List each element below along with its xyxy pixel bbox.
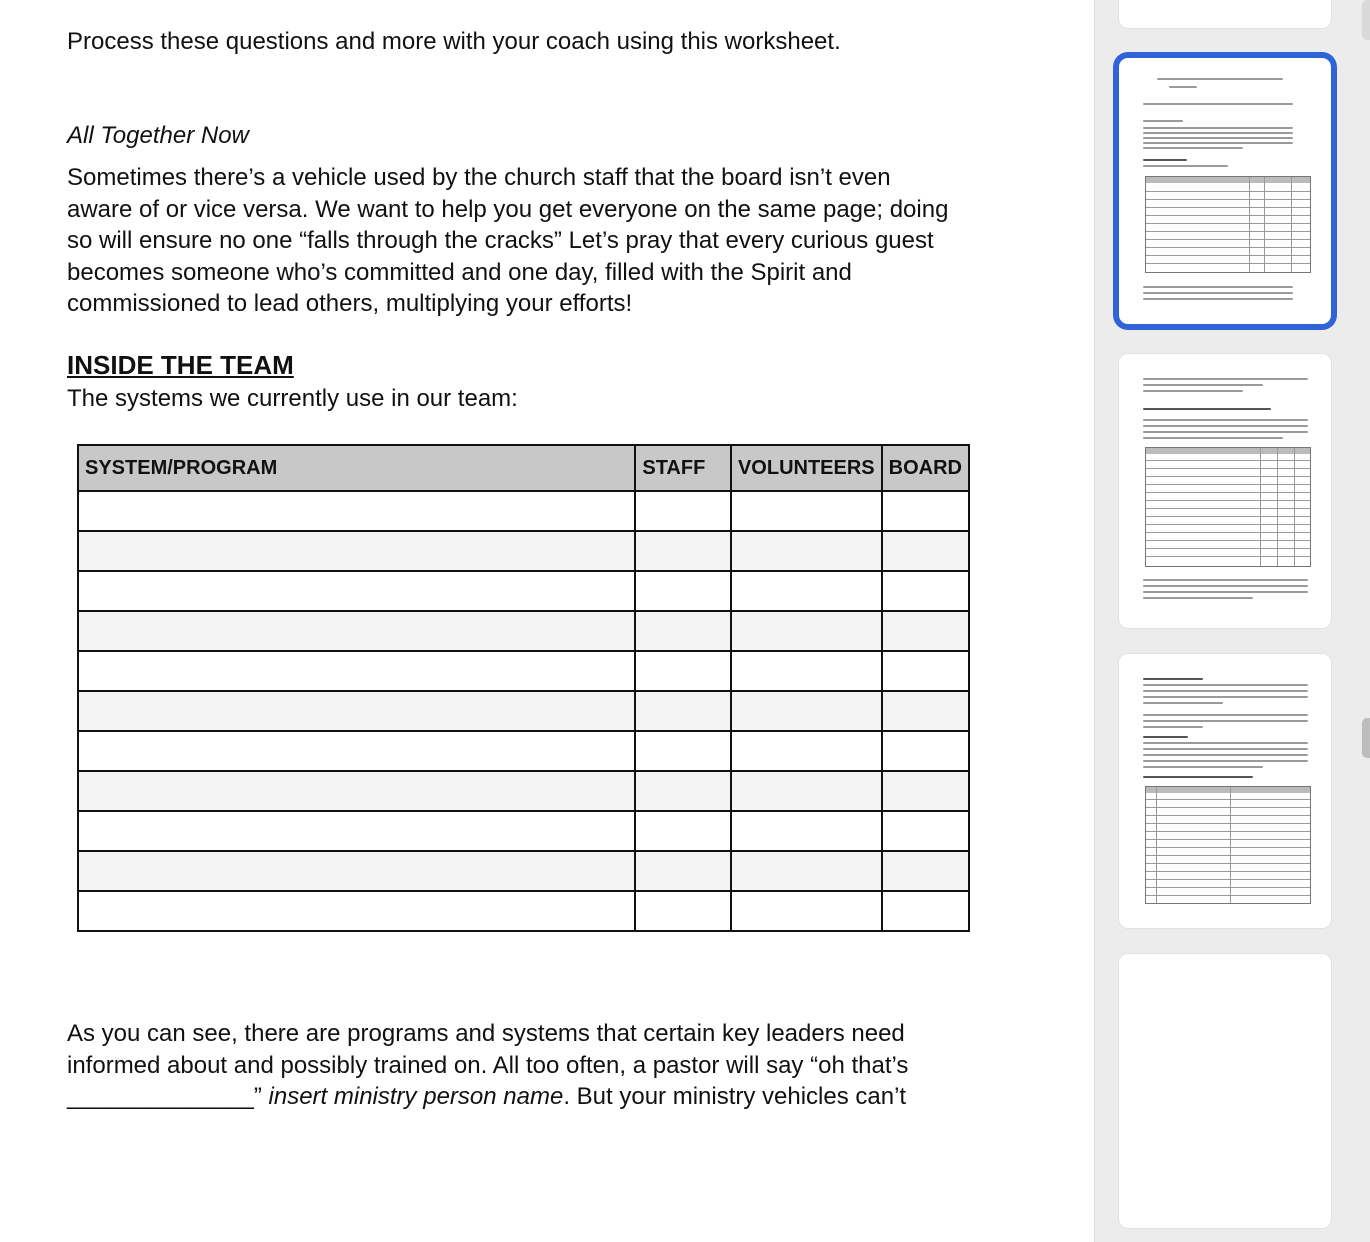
table-cell[interactable] xyxy=(882,731,969,771)
page-thumbnail-previous[interactable] xyxy=(1119,0,1331,28)
thumb-table-row xyxy=(1146,807,1310,808)
thumb-table-row xyxy=(1146,484,1310,485)
thumb-text-line xyxy=(1143,742,1308,744)
thumb-table-row xyxy=(1146,247,1310,248)
thumb-text-line xyxy=(1143,690,1308,692)
thumb-table-row xyxy=(1146,863,1310,864)
table-row xyxy=(78,771,969,811)
thumb-text-line xyxy=(1143,127,1293,129)
thumb-table-row xyxy=(1146,855,1310,856)
thumb-table-row xyxy=(1146,548,1310,549)
closing-paragraph xyxy=(67,1018,967,1113)
thumb-table-row xyxy=(1146,239,1310,240)
thumb-text-line xyxy=(1143,754,1308,756)
thumb-table xyxy=(1145,447,1311,567)
thumb-table-row xyxy=(1146,556,1310,557)
thumb-table-header xyxy=(1146,177,1310,183)
thumb-table xyxy=(1145,176,1311,273)
thumb-table-row xyxy=(1146,871,1310,872)
thumb-table-row xyxy=(1146,879,1310,880)
thumb-heading-line xyxy=(1143,159,1187,161)
closing-text-1: As you can see, there are programs and systems that certain key leaders need informed about and possibly trained on. All too often, a pastor will say “oh that’s ______________” xyxy=(67,1020,909,1110)
table-header-row xyxy=(78,445,969,491)
table-cell[interactable] xyxy=(635,491,731,531)
thumb-table-row xyxy=(1146,508,1310,509)
thumb-table-row xyxy=(1146,524,1310,525)
section-heading: INSIDE THE TEAM xyxy=(67,350,294,380)
table-cell[interactable] xyxy=(882,891,969,931)
thumb-heading-line xyxy=(1143,408,1271,410)
table-cell[interactable] xyxy=(882,851,969,891)
thumb-table-row xyxy=(1146,823,1310,824)
thumb-text-line xyxy=(1143,702,1223,704)
table-cell[interactable] xyxy=(882,611,969,651)
table-cell[interactable] xyxy=(78,811,635,851)
thumb-table-header xyxy=(1146,787,1310,793)
table-cell[interactable] xyxy=(78,491,635,531)
column-header-board: BOARD xyxy=(882,445,969,491)
table-cell[interactable] xyxy=(78,531,635,571)
table-cell[interactable] xyxy=(731,571,882,611)
thumb-table-row xyxy=(1146,516,1310,517)
table-cell[interactable] xyxy=(731,771,882,811)
thumb-text-line xyxy=(1143,292,1293,294)
body-paragraph: Sometimes there’s a vehicle used by the church staff that the board isn’t even aware of or vice versa. We want to help you get everyone on the same page; doing so will ensure no one “falls through the cracks” Let’s pray that every curious guest becomes someone who’s committed and one day, filled with the Spirit and commissioned to lead others, multiplying your efforts! xyxy=(67,164,949,317)
thumb-table-row xyxy=(1146,492,1310,493)
thumb-text-line xyxy=(1143,748,1308,750)
thumb-text-line xyxy=(1143,431,1308,433)
table-row xyxy=(78,691,969,731)
table-cell[interactable] xyxy=(635,771,731,811)
thumb-text-line xyxy=(1143,597,1253,599)
page-thumbnail-last[interactable] xyxy=(1119,954,1331,1228)
table-row xyxy=(78,651,969,691)
thumb-text-line xyxy=(1143,120,1183,122)
thumb-table-row xyxy=(1146,207,1310,208)
table-cell[interactable] xyxy=(78,891,635,931)
thumb-table-row xyxy=(1146,191,1310,192)
thumb-text-line xyxy=(1143,384,1263,386)
thumb-table-row xyxy=(1146,815,1310,816)
table-cell[interactable] xyxy=(78,571,635,611)
thumb-text-line xyxy=(1143,142,1293,144)
table-cell[interactable] xyxy=(78,651,635,691)
table-cell[interactable] xyxy=(731,651,882,691)
table-cell[interactable] xyxy=(731,691,882,731)
thumb-text-line xyxy=(1143,298,1293,300)
intro-text: Process these questions and more with your coach using this worksheet. xyxy=(67,28,841,55)
systems-table xyxy=(77,444,970,932)
thumb-text-line xyxy=(1143,390,1243,392)
thumb-text-line xyxy=(1143,419,1308,421)
table-cell[interactable] xyxy=(635,691,731,731)
table-cell[interactable] xyxy=(882,491,969,531)
table-cell[interactable] xyxy=(882,531,969,571)
thumb-text-line xyxy=(1143,766,1263,768)
page-thumbnail-following[interactable] xyxy=(1119,654,1331,928)
thumb-heading-line xyxy=(1143,678,1203,680)
thumb-table-col xyxy=(1230,787,1231,903)
table-row xyxy=(78,571,969,611)
thumb-text-line xyxy=(1143,684,1308,686)
table-cell[interactable] xyxy=(635,811,731,851)
table-row xyxy=(78,731,969,771)
thumb-table-row xyxy=(1146,540,1310,541)
thumb-text-line xyxy=(1143,726,1203,728)
table-cell[interactable] xyxy=(882,651,969,691)
thumb-table-row xyxy=(1146,263,1310,264)
thumb-table-row xyxy=(1146,460,1310,461)
table-cell[interactable] xyxy=(882,811,969,851)
table-cell[interactable] xyxy=(635,731,731,771)
table-cell[interactable] xyxy=(78,611,635,651)
table-row xyxy=(78,491,969,531)
table-cell[interactable] xyxy=(78,691,635,731)
thumb-text-line xyxy=(1143,425,1308,427)
table-row xyxy=(78,611,969,651)
table-cell[interactable] xyxy=(731,891,882,931)
table-cell[interactable] xyxy=(78,731,635,771)
thumb-table-row xyxy=(1146,831,1310,832)
table-cell[interactable] xyxy=(731,851,882,891)
thumb-text-line xyxy=(1169,86,1197,88)
thumb-table-row xyxy=(1146,215,1310,216)
thumb-text-line xyxy=(1143,137,1293,139)
thumb-table-header xyxy=(1146,448,1310,454)
table-cell[interactable] xyxy=(78,851,635,891)
table-row xyxy=(78,851,969,891)
table-row xyxy=(78,811,969,851)
table-cell[interactable] xyxy=(731,531,882,571)
table-cell[interactable] xyxy=(731,731,882,771)
thumb-table-row xyxy=(1146,500,1310,501)
closing-italic-text: insert ministry person name xyxy=(268,1083,564,1110)
page-thumbnail-sidebar[interactable] xyxy=(1094,0,1370,1242)
table-cell[interactable] xyxy=(78,771,635,811)
thumb-text-line xyxy=(1143,286,1293,288)
thumb-text-line xyxy=(1143,760,1308,762)
column-header-staff: STAFF xyxy=(635,445,731,491)
section-subtitle: All Together Now xyxy=(67,122,249,149)
table-row xyxy=(78,531,969,571)
section-intro: The systems we currently use in our team: xyxy=(67,385,518,412)
thumb-heading-line xyxy=(1143,736,1188,738)
thumb-table-row xyxy=(1146,532,1310,533)
thumb-text-line xyxy=(1143,714,1308,716)
table-cell[interactable] xyxy=(635,891,731,931)
table-cell[interactable] xyxy=(882,771,969,811)
table-cell[interactable] xyxy=(731,811,882,851)
thumb-text-line xyxy=(1143,165,1228,167)
column-header-system: SYSTEM/PROGRAM xyxy=(78,445,635,491)
thumb-table-row xyxy=(1146,887,1310,888)
thumb-table-row xyxy=(1146,468,1310,469)
table-cell[interactable] xyxy=(635,531,731,571)
table-cell[interactable] xyxy=(635,651,731,691)
thumb-table-row xyxy=(1146,839,1310,840)
thumb-text-line xyxy=(1143,591,1308,593)
thumb-table-row xyxy=(1146,476,1310,477)
thumb-text-line xyxy=(1143,437,1283,439)
thumb-text-line xyxy=(1143,720,1308,722)
thumb-heading-line xyxy=(1143,776,1253,778)
thumb-text-line xyxy=(1143,147,1243,149)
page-thumbnail-current[interactable] xyxy=(1119,58,1331,324)
thumb-text-line xyxy=(1143,103,1293,105)
column-header-volunteers: VOLUNTEERS xyxy=(731,445,882,491)
thumb-table-row xyxy=(1146,255,1310,256)
thumb-table-row xyxy=(1146,799,1310,800)
table-cell[interactable] xyxy=(882,571,969,611)
table-cell[interactable] xyxy=(635,851,731,891)
table-cell[interactable] xyxy=(731,611,882,651)
thumb-table-row xyxy=(1146,847,1310,848)
thumb-table-col xyxy=(1156,787,1157,903)
thumb-text-line xyxy=(1143,579,1308,581)
thumb-table-row xyxy=(1146,895,1310,896)
thumb-table-row xyxy=(1146,199,1310,200)
page-thumbnail-next[interactable] xyxy=(1119,354,1331,628)
thumb-text-line xyxy=(1157,78,1283,80)
thumb-text-line xyxy=(1143,132,1293,134)
thumb-table-row xyxy=(1146,231,1310,232)
sidebar-edge-tab xyxy=(1362,0,1370,40)
table-cell[interactable] xyxy=(635,611,731,651)
table-cell[interactable] xyxy=(731,491,882,531)
closing-text-2: . But your ministry vehicles can’t xyxy=(563,1083,907,1110)
table-row xyxy=(78,891,969,931)
table-cell[interactable] xyxy=(635,571,731,611)
thumb-table xyxy=(1145,786,1311,904)
thumb-table-row xyxy=(1146,223,1310,224)
thumb-text-line xyxy=(1143,696,1308,698)
thumb-text-line xyxy=(1143,585,1308,587)
thumb-text-line xyxy=(1143,378,1308,380)
sidebar-scrollbar-thumb[interactable] xyxy=(1362,718,1370,758)
table-cell[interactable] xyxy=(882,691,969,731)
